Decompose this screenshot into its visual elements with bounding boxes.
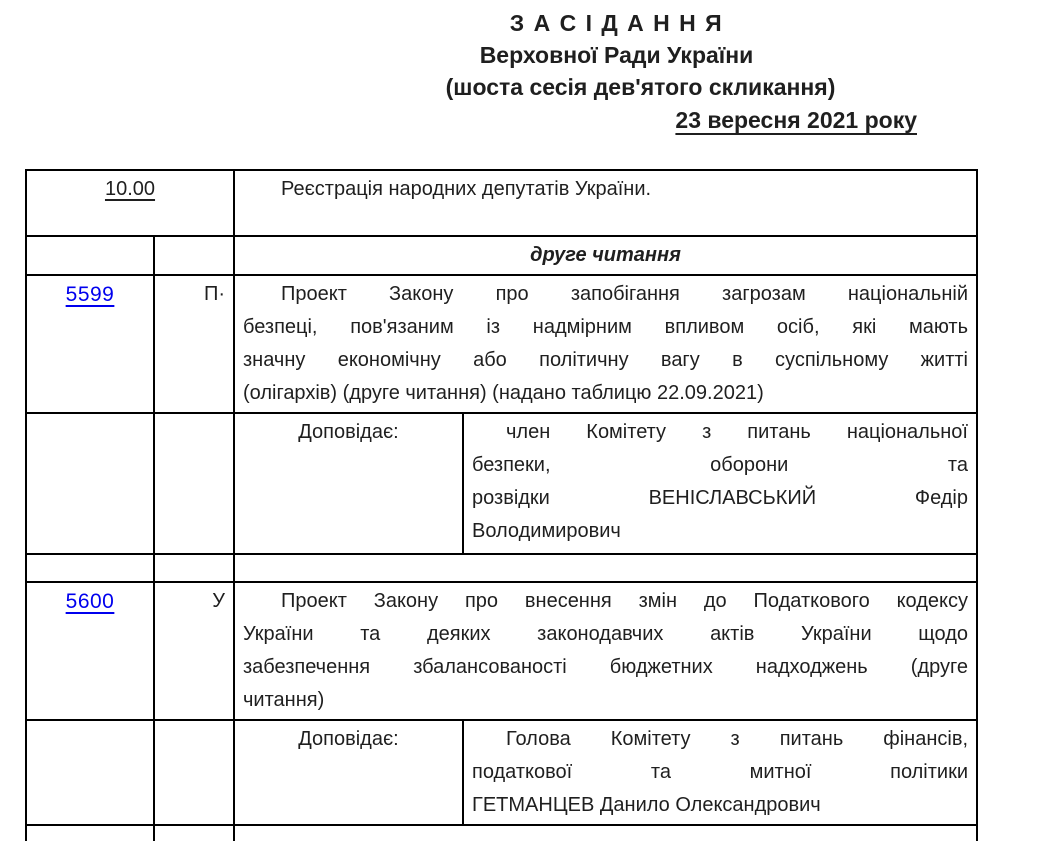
session-subtitle: Верховної Ради України — [479, 42, 754, 68]
empty-cell — [154, 413, 234, 554]
empty-cell — [234, 825, 977, 841]
bill-type-marker: У — [154, 582, 234, 720]
empty-cell — [154, 236, 234, 275]
session-info: (шоста сесія дев'ятого скликання) — [445, 74, 836, 100]
registration-cell: Реєстрація народних депутатів України. — [234, 170, 977, 236]
bill-link-5600[interactable]: 5600 — [65, 590, 115, 613]
bill-link-5599[interactable]: 5599 — [65, 283, 115, 306]
empty-cell — [154, 554, 234, 582]
empty-cell — [154, 720, 234, 825]
session-date: 23 вересня 2021 року — [675, 107, 917, 133]
reporter-label-cell: Доповідає: — [234, 720, 463, 825]
reading-heading-cell: друге читання — [234, 236, 977, 275]
empty-cell — [234, 554, 977, 582]
bill-row-5600 — [26, 582, 977, 720]
reporter-label-cell: Доповідає: — [234, 413, 463, 554]
bill-description-cell: Проект Закону про внесення змін до Податкового кодексу України та деяких законодавчих актів України щодо забезпечення збалансованості бюджетних надходжень (друге читання) — [234, 582, 977, 720]
reporter-name-cell: Голова Комітету з питань фінансів, податкової та митної політики ГЕТМАНЦЕВ Данило Олександрович — [463, 720, 977, 825]
bill-description-cell: Проект Закону про запобігання загрозам національній безпеці, пов'язаним із надмірним впливом осіб, які мають значну економічну або політичну вагу в суспільному житті (олігархів) (друге читання) (надано таблицю 22.09.2021) — [234, 275, 977, 413]
empty-cell — [26, 236, 154, 275]
time-label: 10.00 — [104, 178, 156, 200]
empty-cell — [26, 720, 154, 825]
reporter-row-5600 — [26, 720, 977, 825]
agenda-table — [25, 169, 978, 841]
empty-cell — [26, 554, 154, 582]
separator-row — [26, 554, 977, 582]
reading-heading-row — [26, 236, 977, 275]
registration-row — [26, 170, 977, 236]
bill-number-cell — [26, 275, 154, 413]
reporter-row-5599 — [26, 413, 977, 554]
session-title: З А С І Д А Н Н Я — [509, 10, 724, 36]
reporter-name-cell: член Комітету з питань національної безпеки, оборони та розвідки ВЕНІСЛАВСЬКИЙ Федір Володимирович — [463, 413, 977, 554]
empty-cell — [26, 413, 154, 554]
bill-number-cell — [26, 582, 154, 720]
empty-cell — [154, 825, 234, 841]
bill-type-marker: П· — [154, 275, 234, 413]
trailing-row — [26, 825, 977, 841]
empty-cell — [26, 825, 154, 841]
bill-row-5599 — [26, 275, 977, 413]
time-cell — [26, 170, 234, 236]
